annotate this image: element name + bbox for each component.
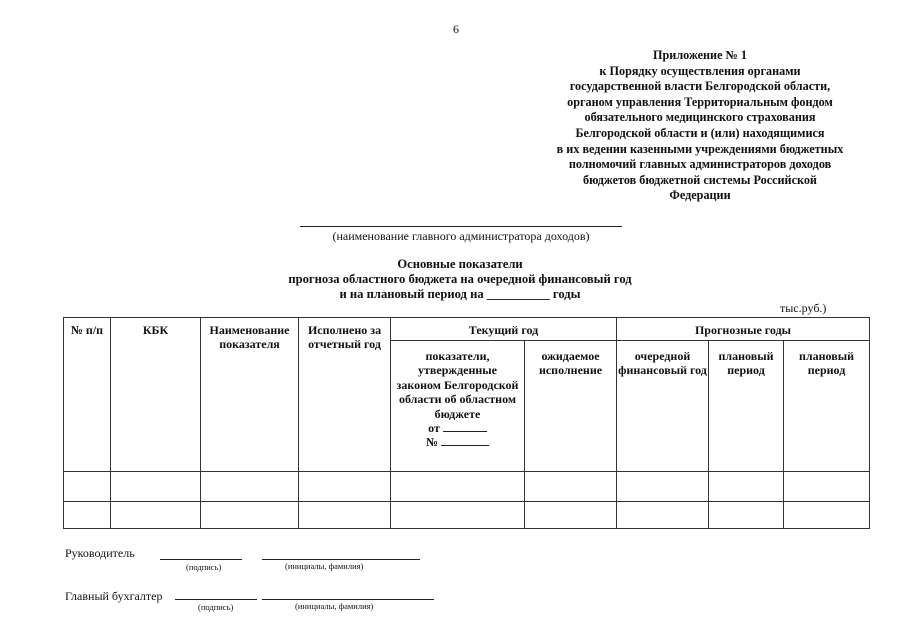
table-cell[interactable]: [525, 502, 617, 529]
table-cell[interactable]: [525, 472, 617, 502]
table-cell[interactable]: [784, 472, 870, 502]
header-indicator-name: Наименование показателя: [201, 318, 299, 472]
header-expected-execution: ожидаемое исполнение: [525, 341, 617, 472]
approved-number-blank[interactable]: [441, 445, 489, 446]
admin-name-caption: (наименование главного администратора доходов): [332, 229, 590, 243]
approved-text: показатели, утвержденные законом Белгородской области об областном бюджете: [396, 349, 519, 421]
table-cell[interactable]: [391, 472, 525, 502]
appendix-block: [520, 48, 880, 204]
table-cell[interactable]: [391, 502, 525, 529]
table-cell[interactable]: [709, 472, 784, 502]
years-blank[interactable]: __________: [486, 287, 550, 301]
appendix-line: бюджетов бюджетной системы Российской: [583, 172, 817, 187]
page-number: 6: [453, 22, 459, 36]
heading-suffix: годы: [552, 287, 581, 301]
table-cell[interactable]: [299, 472, 391, 502]
table-row: [64, 502, 870, 529]
accountant-name-line[interactable]: [262, 599, 434, 600]
table-cell[interactable]: [709, 502, 784, 529]
approved-date-blank[interactable]: [443, 431, 487, 432]
header-executed: Исполнено за отчетный год: [299, 318, 391, 472]
table-cell[interactable]: [111, 502, 201, 529]
header-planning-period-1: плановый период: [709, 341, 784, 472]
table-cell[interactable]: [784, 502, 870, 529]
heading-prefix: и на плановый период на: [339, 287, 484, 301]
head-signature-line[interactable]: [160, 559, 242, 560]
header-planning-period-2: плановый период: [784, 341, 870, 472]
accountant-signature-caption: (подпись): [198, 602, 234, 612]
appendix-line: к Порядку осуществления органами: [599, 63, 801, 78]
table-row: [64, 472, 870, 502]
appendix-title: Приложение № 1: [653, 48, 747, 62]
head-signature-caption: (подпись): [186, 562, 222, 572]
document-heading: [240, 257, 680, 302]
head-name-line[interactable]: [262, 559, 420, 560]
header-approved-indicators: [391, 341, 525, 472]
table-cell[interactable]: [64, 472, 111, 502]
table-cell[interactable]: [201, 472, 299, 502]
table-cell[interactable]: [617, 502, 709, 529]
head-name-caption: (инициалы, фамилия): [285, 561, 364, 571]
table-cell[interactable]: [617, 472, 709, 502]
admin-name-line[interactable]: [300, 226, 622, 227]
table-cell[interactable]: [201, 502, 299, 529]
heading-line-2: прогноза областного бюджета на очередной финансовый год: [288, 272, 632, 286]
appendix-line: государственной власти Белгородской области,: [569, 79, 831, 94]
indicators-table: [63, 317, 870, 529]
approved-number: №: [391, 435, 524, 449]
appendix-line: органом управления Территориальным фондом: [567, 94, 833, 109]
heading-line-3: [240, 287, 680, 302]
units-label: тыс.руб.): [780, 301, 827, 315]
accountant-label: Главный бухгалтер: [65, 589, 163, 603]
header-next-fiscal-year: очередной финансовый год: [617, 341, 709, 472]
accountant-signature-line[interactable]: [175, 599, 257, 600]
appendix-line: полномочий главных администраторов доходов: [568, 157, 832, 172]
header-number: № п/п: [64, 318, 111, 472]
table-cell[interactable]: [111, 472, 201, 502]
appendix-line: Федерации: [669, 188, 731, 203]
approved-from: от: [391, 421, 524, 435]
table-cell[interactable]: [64, 502, 111, 529]
header-current-year: Текущий год: [391, 318, 617, 341]
accountant-name-caption: (инициалы, фамилия): [295, 601, 374, 611]
header-kbk: КБК: [111, 318, 201, 472]
appendix-line: Белгородской области и (или) находящимися: [575, 125, 825, 140]
header-forecast-years: Прогнозные годы: [617, 318, 870, 341]
head-label: Руководитель: [65, 546, 135, 560]
appendix-line: в их ведении казенными учреждениями бюджетных: [556, 141, 844, 156]
appendix-line: обязательного медицинского страхования: [584, 110, 816, 125]
heading-line-1: Основные показатели: [397, 257, 523, 271]
table-cell[interactable]: [299, 502, 391, 529]
